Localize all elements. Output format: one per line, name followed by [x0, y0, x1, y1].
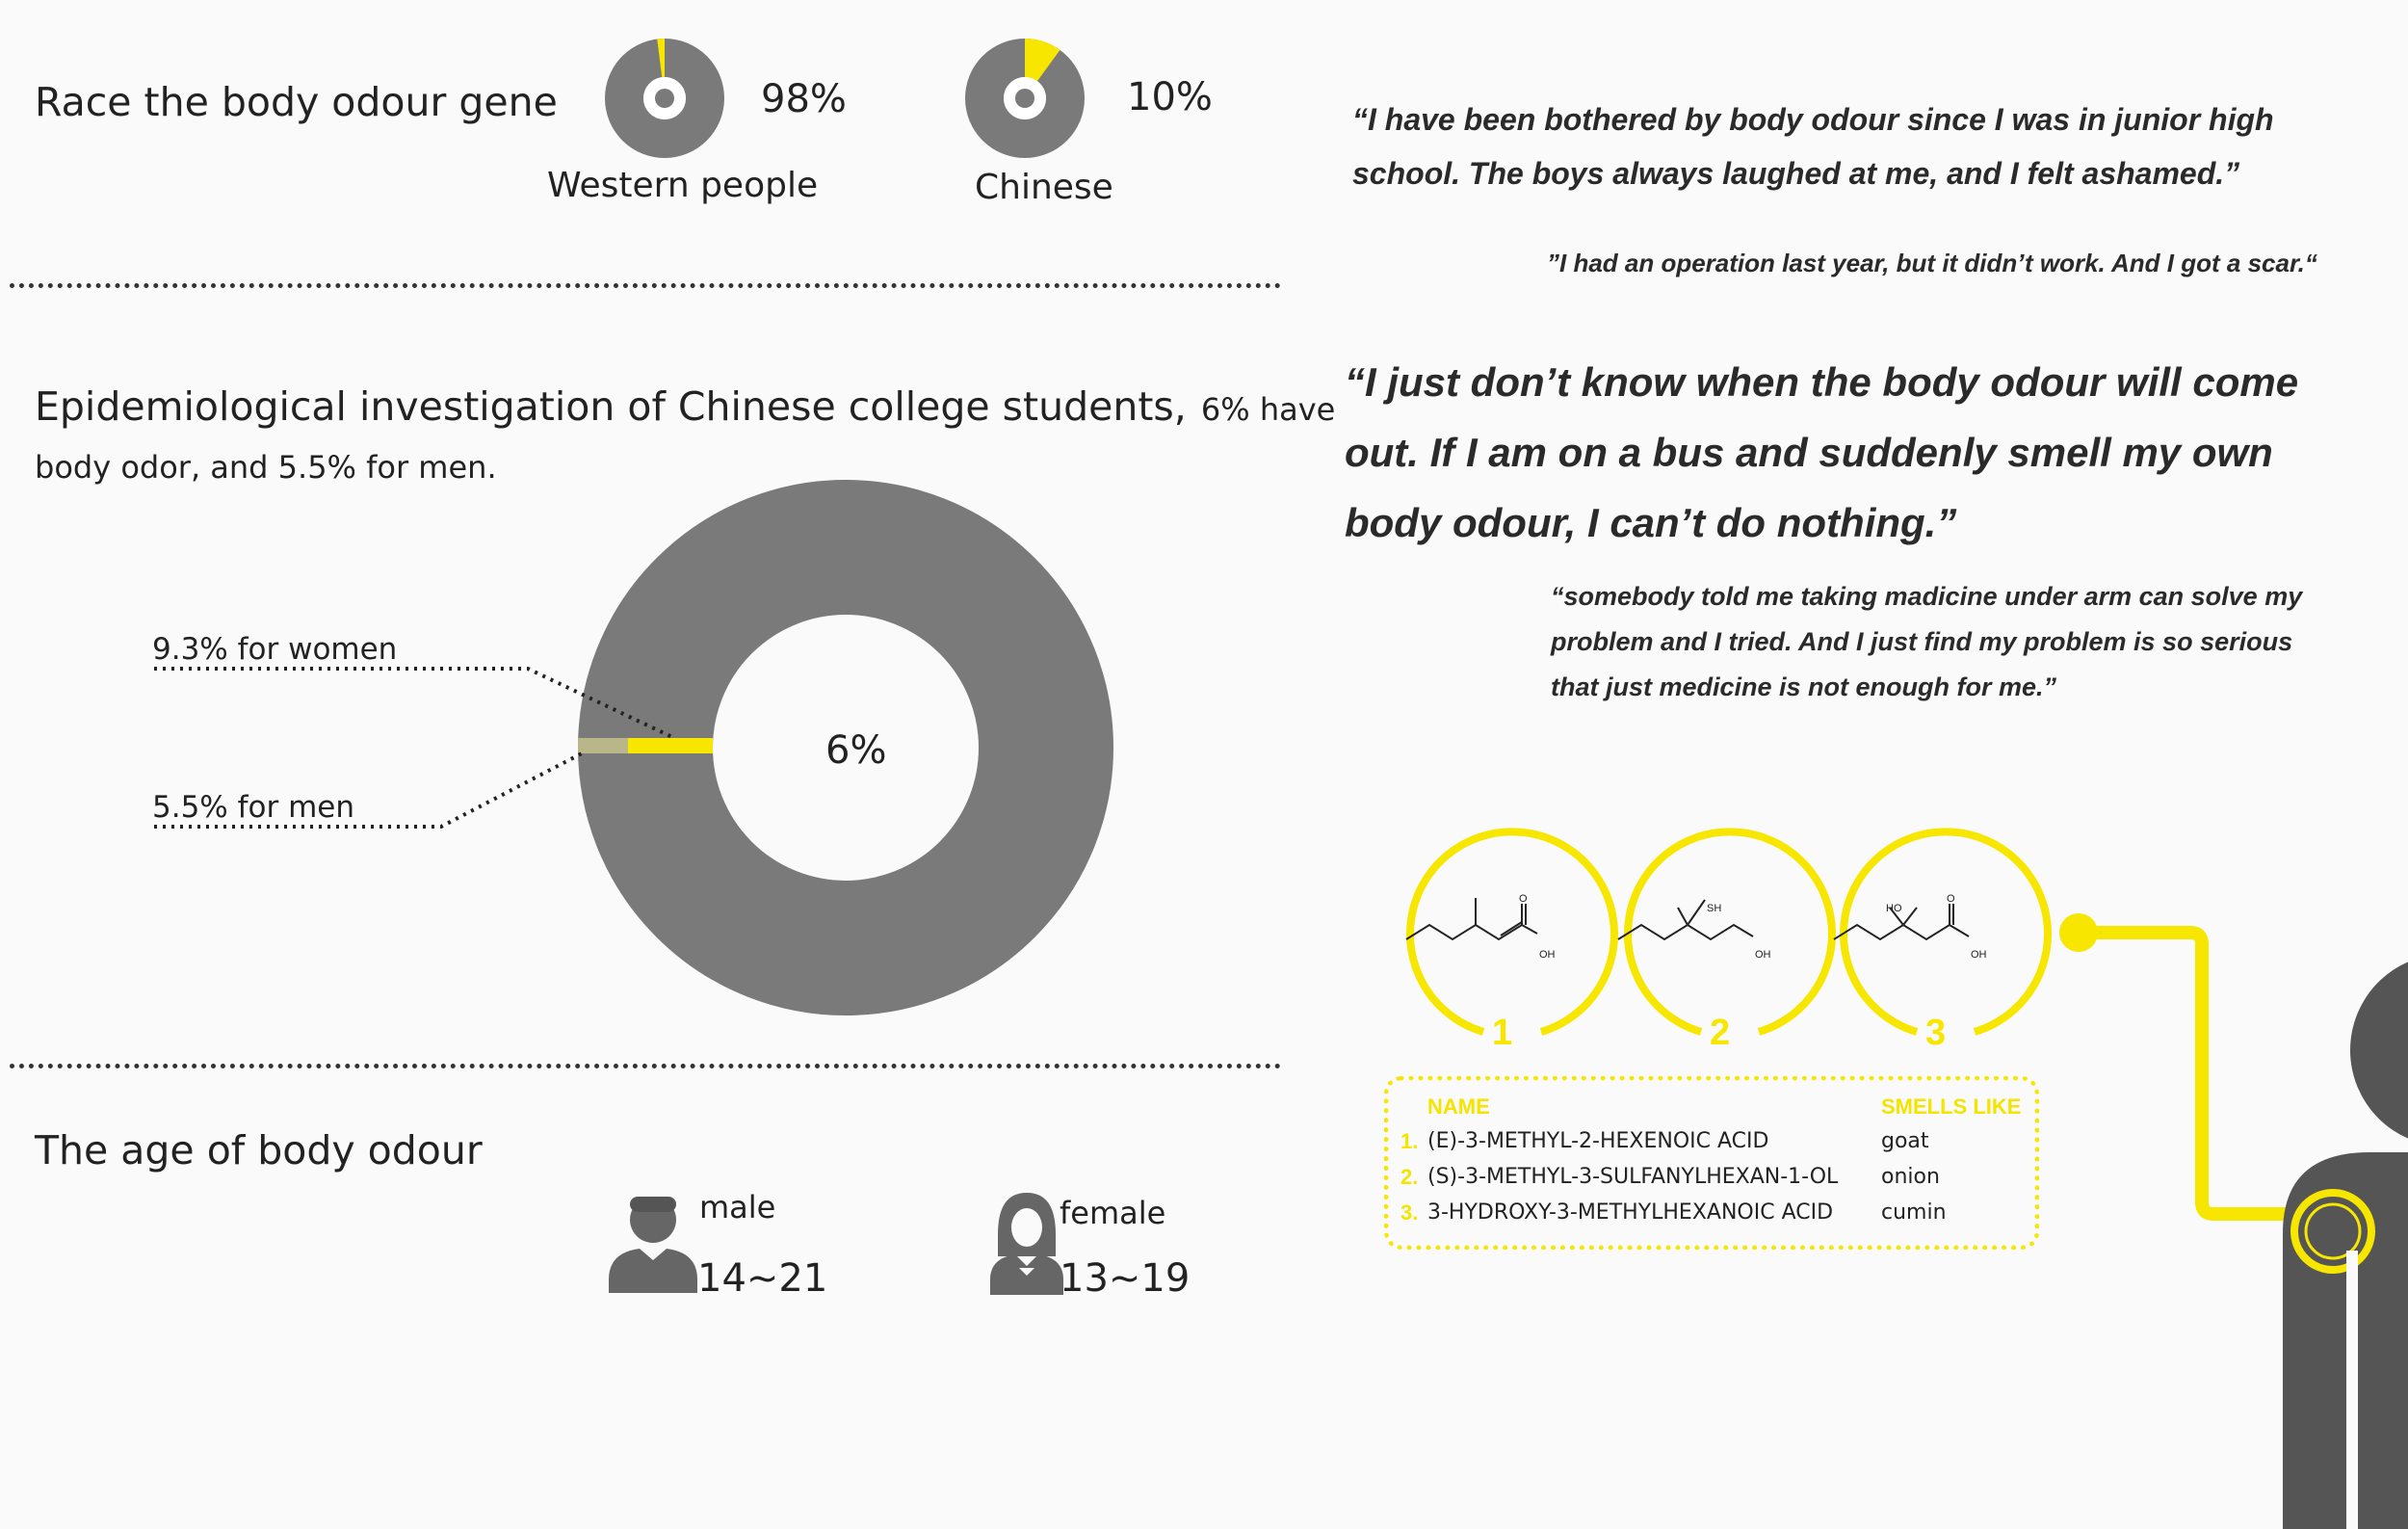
molecule-1-number: 1 — [1492, 1013, 1513, 1053]
table-row-3-num: 3. — [1400, 1200, 1419, 1225]
quote-3 — [1345, 347, 2298, 558]
molecule-3-oh: OH — [1971, 949, 1987, 961]
table-row-2-num: 2. — [1400, 1165, 1419, 1189]
quote-1-line-2: school. The boys always laughed at me, and I felt ashamed.” — [1352, 156, 2240, 191]
quote-3-line-3: body odour, I can’t do nothing.” — [1345, 500, 1957, 545]
quote-1-line-1: “I have been bothered by body odour since I was in junior high — [1352, 102, 2274, 137]
table-row-1-smell: goat — [1881, 1129, 1929, 1153]
molecule-2 — [1618, 831, 1832, 1053]
men-slice-band — [578, 738, 628, 753]
western-label: Western people — [547, 166, 819, 205]
table-row-3-name: 3-HYDROXY-3-METHYLHEXANOIC ACID — [1427, 1200, 1834, 1225]
epi-title: Epidemiological investigation of Chinese college students, — [35, 383, 1187, 430]
quote-4 — [1551, 574, 2302, 710]
molecule-2-number: 2 — [1710, 1013, 1731, 1053]
table-row-3-smell: cumin — [1881, 1200, 1947, 1225]
table-row-2-smell: onion — [1881, 1165, 1940, 1189]
table-row-1-num: 1. — [1400, 1129, 1419, 1153]
chinese-donut-dot — [1015, 89, 1034, 108]
molecule-3-ho: HO — [1886, 903, 1902, 914]
quote-3-line-1: “I just don’t know when the body odour will come — [1345, 359, 2299, 405]
molecule-3-o: O — [1947, 893, 1955, 905]
epi-subtitle: body odor, and 5.5% for men. — [35, 449, 497, 486]
western-pct: 98% — [761, 77, 847, 121]
person-arm-gap — [2346, 1251, 2358, 1529]
molecule-2-sh: SH — [1707, 903, 1722, 914]
race-title: Race the body odour gene — [35, 79, 558, 125]
table-row-2-name: (S)-3-METHYL-3-SULFANYLHEXAN-1-OL — [1427, 1165, 1839, 1189]
epi-chart-area — [0, 462, 1281, 1041]
quote-4-line-1: “somebody told me taking madicine under arm can solve my — [1551, 582, 2303, 611]
person-head — [2350, 954, 2408, 1147]
molecule-3-ring — [1844, 831, 2048, 1032]
compound-table — [1384, 1076, 2039, 1250]
connector-line — [2079, 933, 2300, 1214]
molecule-3 — [1834, 831, 2048, 1053]
molecule-2-structure — [1618, 900, 1753, 939]
age-title: The age of body odour — [35, 1127, 483, 1173]
women-label: 9.3% for women — [152, 632, 398, 667]
epi-heading — [35, 383, 1335, 430]
quote-4-line-3: that just medicine is not enough for me.” — [1551, 672, 2057, 701]
divider-top — [10, 283, 1281, 288]
male-icon — [607, 1191, 699, 1293]
molecule-2-oh: OH — [1755, 949, 1771, 961]
molecule-1-structure — [1406, 898, 1537, 939]
male-range: 14~21 — [697, 1256, 828, 1301]
molecule-1 — [1406, 831, 1614, 1053]
western-donut-dot — [655, 89, 674, 108]
molecule-1-oh: OH — [1539, 949, 1556, 961]
male-label: male — [699, 1189, 776, 1226]
quote-4-line-2: problem and I tried. And I just find my problem is so serious — [1551, 627, 2293, 656]
epi-title-tail: 6% have — [1200, 391, 1336, 428]
quote-2: ”I had an operation last year, but it didn’t work. And I got a scar.“ — [1547, 249, 2317, 277]
table-row-1-name: (E)-3-METHYL-2-HEXENOIC ACID — [1427, 1129, 1769, 1153]
women-slice-band — [628, 738, 713, 753]
chinese-donut-chart — [965, 39, 1085, 158]
men-label: 5.5% for men — [152, 790, 355, 825]
female-icon — [988, 1193, 1065, 1295]
quote-3-line-2: out. If I am on a bus and suddenly smell my own — [1345, 430, 2273, 475]
molecule-1-o: O — [1519, 893, 1528, 905]
chinese-pct: 10% — [1127, 75, 1213, 119]
molecule-3-number: 3 — [1925, 1013, 1947, 1053]
table-head-smell: SMELLS LIKE — [1881, 1094, 2022, 1119]
connector-dot — [2059, 913, 2098, 952]
female-range: 13~19 — [1060, 1256, 1191, 1301]
female-label: female — [1060, 1195, 1166, 1231]
chinese-label: Chinese — [975, 168, 1113, 207]
divider-bottom — [10, 1064, 1281, 1068]
epi-center-label: 6% — [825, 728, 887, 773]
molecule-2-ring — [1628, 831, 1832, 1032]
table-head-name: NAME — [1427, 1094, 1490, 1119]
western-donut-chart — [605, 39, 724, 158]
quote-1 — [1352, 92, 2274, 200]
